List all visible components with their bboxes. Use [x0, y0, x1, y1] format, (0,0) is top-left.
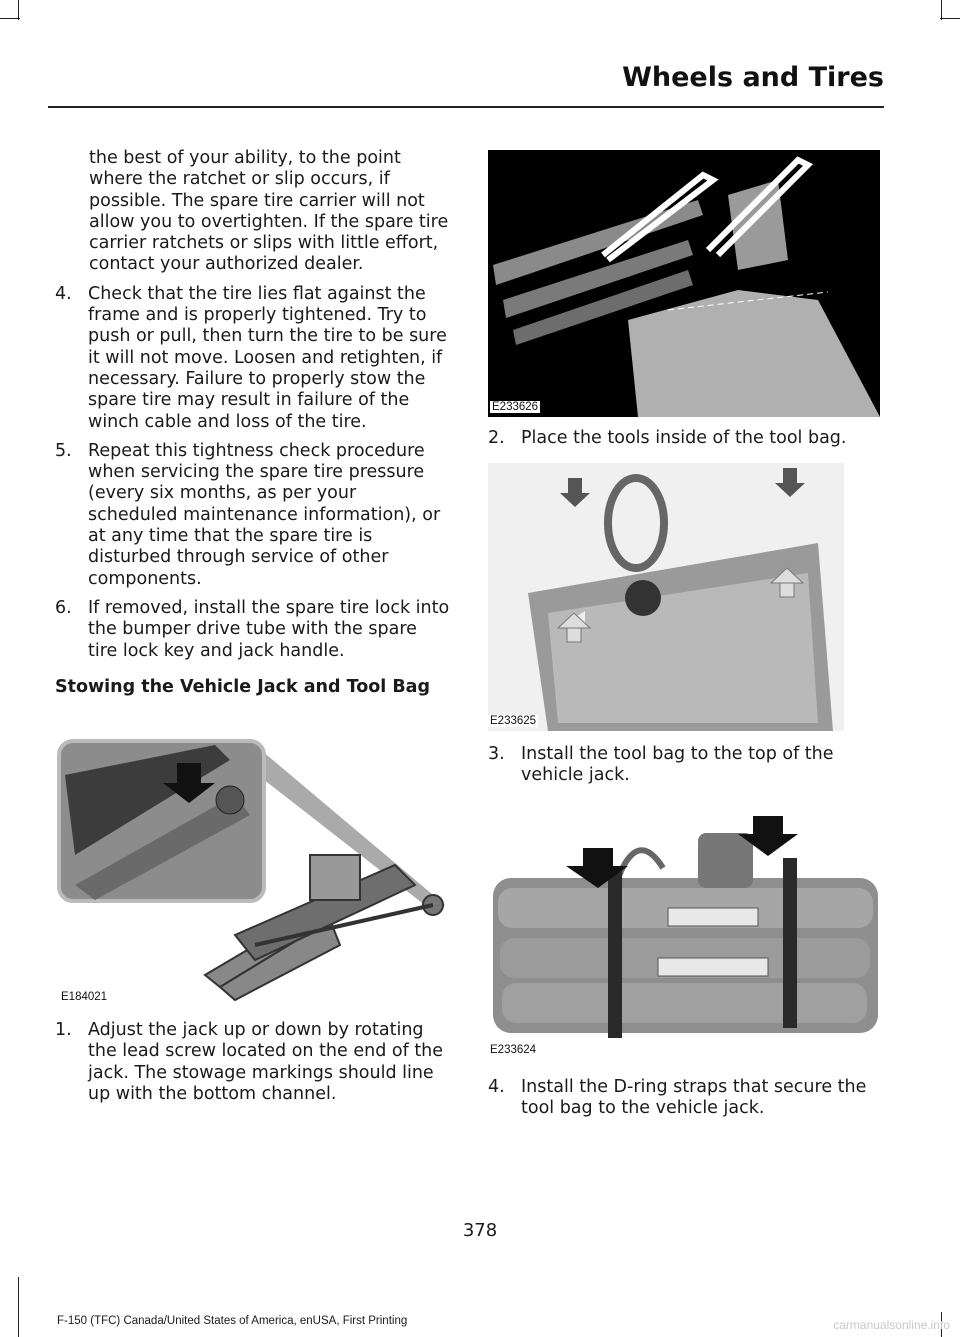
list-item — [488, 1077, 888, 1120]
footer-text: F-150 (TFC) Canada/United States of America, enUSA, First Printing — [57, 1315, 408, 1327]
step-text: Check that the tire lies flat against the frame and is properly tightened. Try to push or pull, then turn the tire to be sure it will not move. Loosen and retighten, if necessary. Failure to properly stow the spare tire may result in failure of the winch cable and loss of the tire. — [88, 283, 447, 432]
step-number: 4. — [55, 283, 72, 304]
figure-id: E233624 — [490, 1044, 537, 1056]
list-item — [488, 428, 888, 449]
crop-mark — [18, 0, 19, 20]
left-column-step1 — [55, 1020, 450, 1105]
step-text: Install the tool bag to the top of the vehicle jack. — [521, 744, 834, 786]
figure-id: E233625 — [490, 715, 537, 727]
list-item — [55, 598, 450, 662]
down-arrow-icon — [560, 478, 590, 507]
crop-mark — [940, 18, 960, 19]
crop-mark — [0, 18, 20, 19]
tools-figure — [488, 150, 880, 417]
right-column-step4 — [488, 1077, 888, 1120]
jack-figure — [55, 735, 453, 1007]
header-divider — [48, 106, 884, 108]
step-number: 5. — [55, 440, 72, 461]
tools-illustration — [488, 150, 880, 417]
crop-mark — [941, 0, 942, 20]
figure-id: E233626 — [492, 401, 539, 413]
step-text: If removed, install the spare tire lock into the bumper drive tube with the spare tire lock key and jack handle. — [88, 597, 450, 661]
list-item — [488, 744, 888, 787]
step-number: 1. — [55, 1020, 72, 1040]
bag-on-jack-figure — [488, 808, 884, 1060]
left-column — [55, 148, 450, 698]
page-number: 378 — [462, 1220, 498, 1241]
bag-on-jack-illustration — [488, 808, 884, 1060]
list-item — [55, 1020, 450, 1105]
watermark: carmanualsonline.info — [833, 1318, 950, 1332]
jack-illustration — [55, 735, 453, 1007]
step-text: Install the D-ring straps that secure the tool bag to the vehicle jack. — [521, 1077, 867, 1119]
tool-bag-illustration — [488, 463, 844, 731]
list-item — [55, 441, 450, 590]
tool-bag-figure — [488, 463, 844, 731]
step-number: 2. — [488, 428, 505, 448]
page-title: Wheels and Tires — [622, 62, 884, 93]
step-list — [55, 284, 450, 662]
step-text: Place the tools inside of the tool bag. — [521, 428, 847, 448]
right-column-step2 — [488, 428, 888, 449]
right-column-step3 — [488, 744, 888, 787]
step-number: 4. — [488, 1077, 505, 1097]
step-text: Repeat this tightness check procedure when servicing the spare tire pressure (every six months, as per your scheduled maintenance information), or at any time that the spare tire is disturbed through service of other components. — [88, 440, 441, 589]
step-number: 3. — [488, 744, 505, 764]
crop-mark — [18, 1277, 19, 1337]
step-text: Adjust the jack up or down by rotating the lead screw located on the end of the jack. The stowage markings should line up with the bottom channel. — [88, 1020, 444, 1104]
continued-paragraph: the best of your ability, to the point where the ratchet or slip occurs, if possible. The spare tire carrier will not allow you to overtighten. If the spare tire carrier ratchets or slips with little effort, contact your authorized dealer. — [89, 148, 449, 275]
step-number: 6. — [55, 597, 72, 618]
figure-id: E184021 — [61, 991, 108, 1003]
down-arrow-icon — [775, 468, 805, 497]
section-heading: Stowing the Vehicle Jack and Tool Bag — [55, 676, 431, 697]
list-item — [55, 284, 450, 433]
